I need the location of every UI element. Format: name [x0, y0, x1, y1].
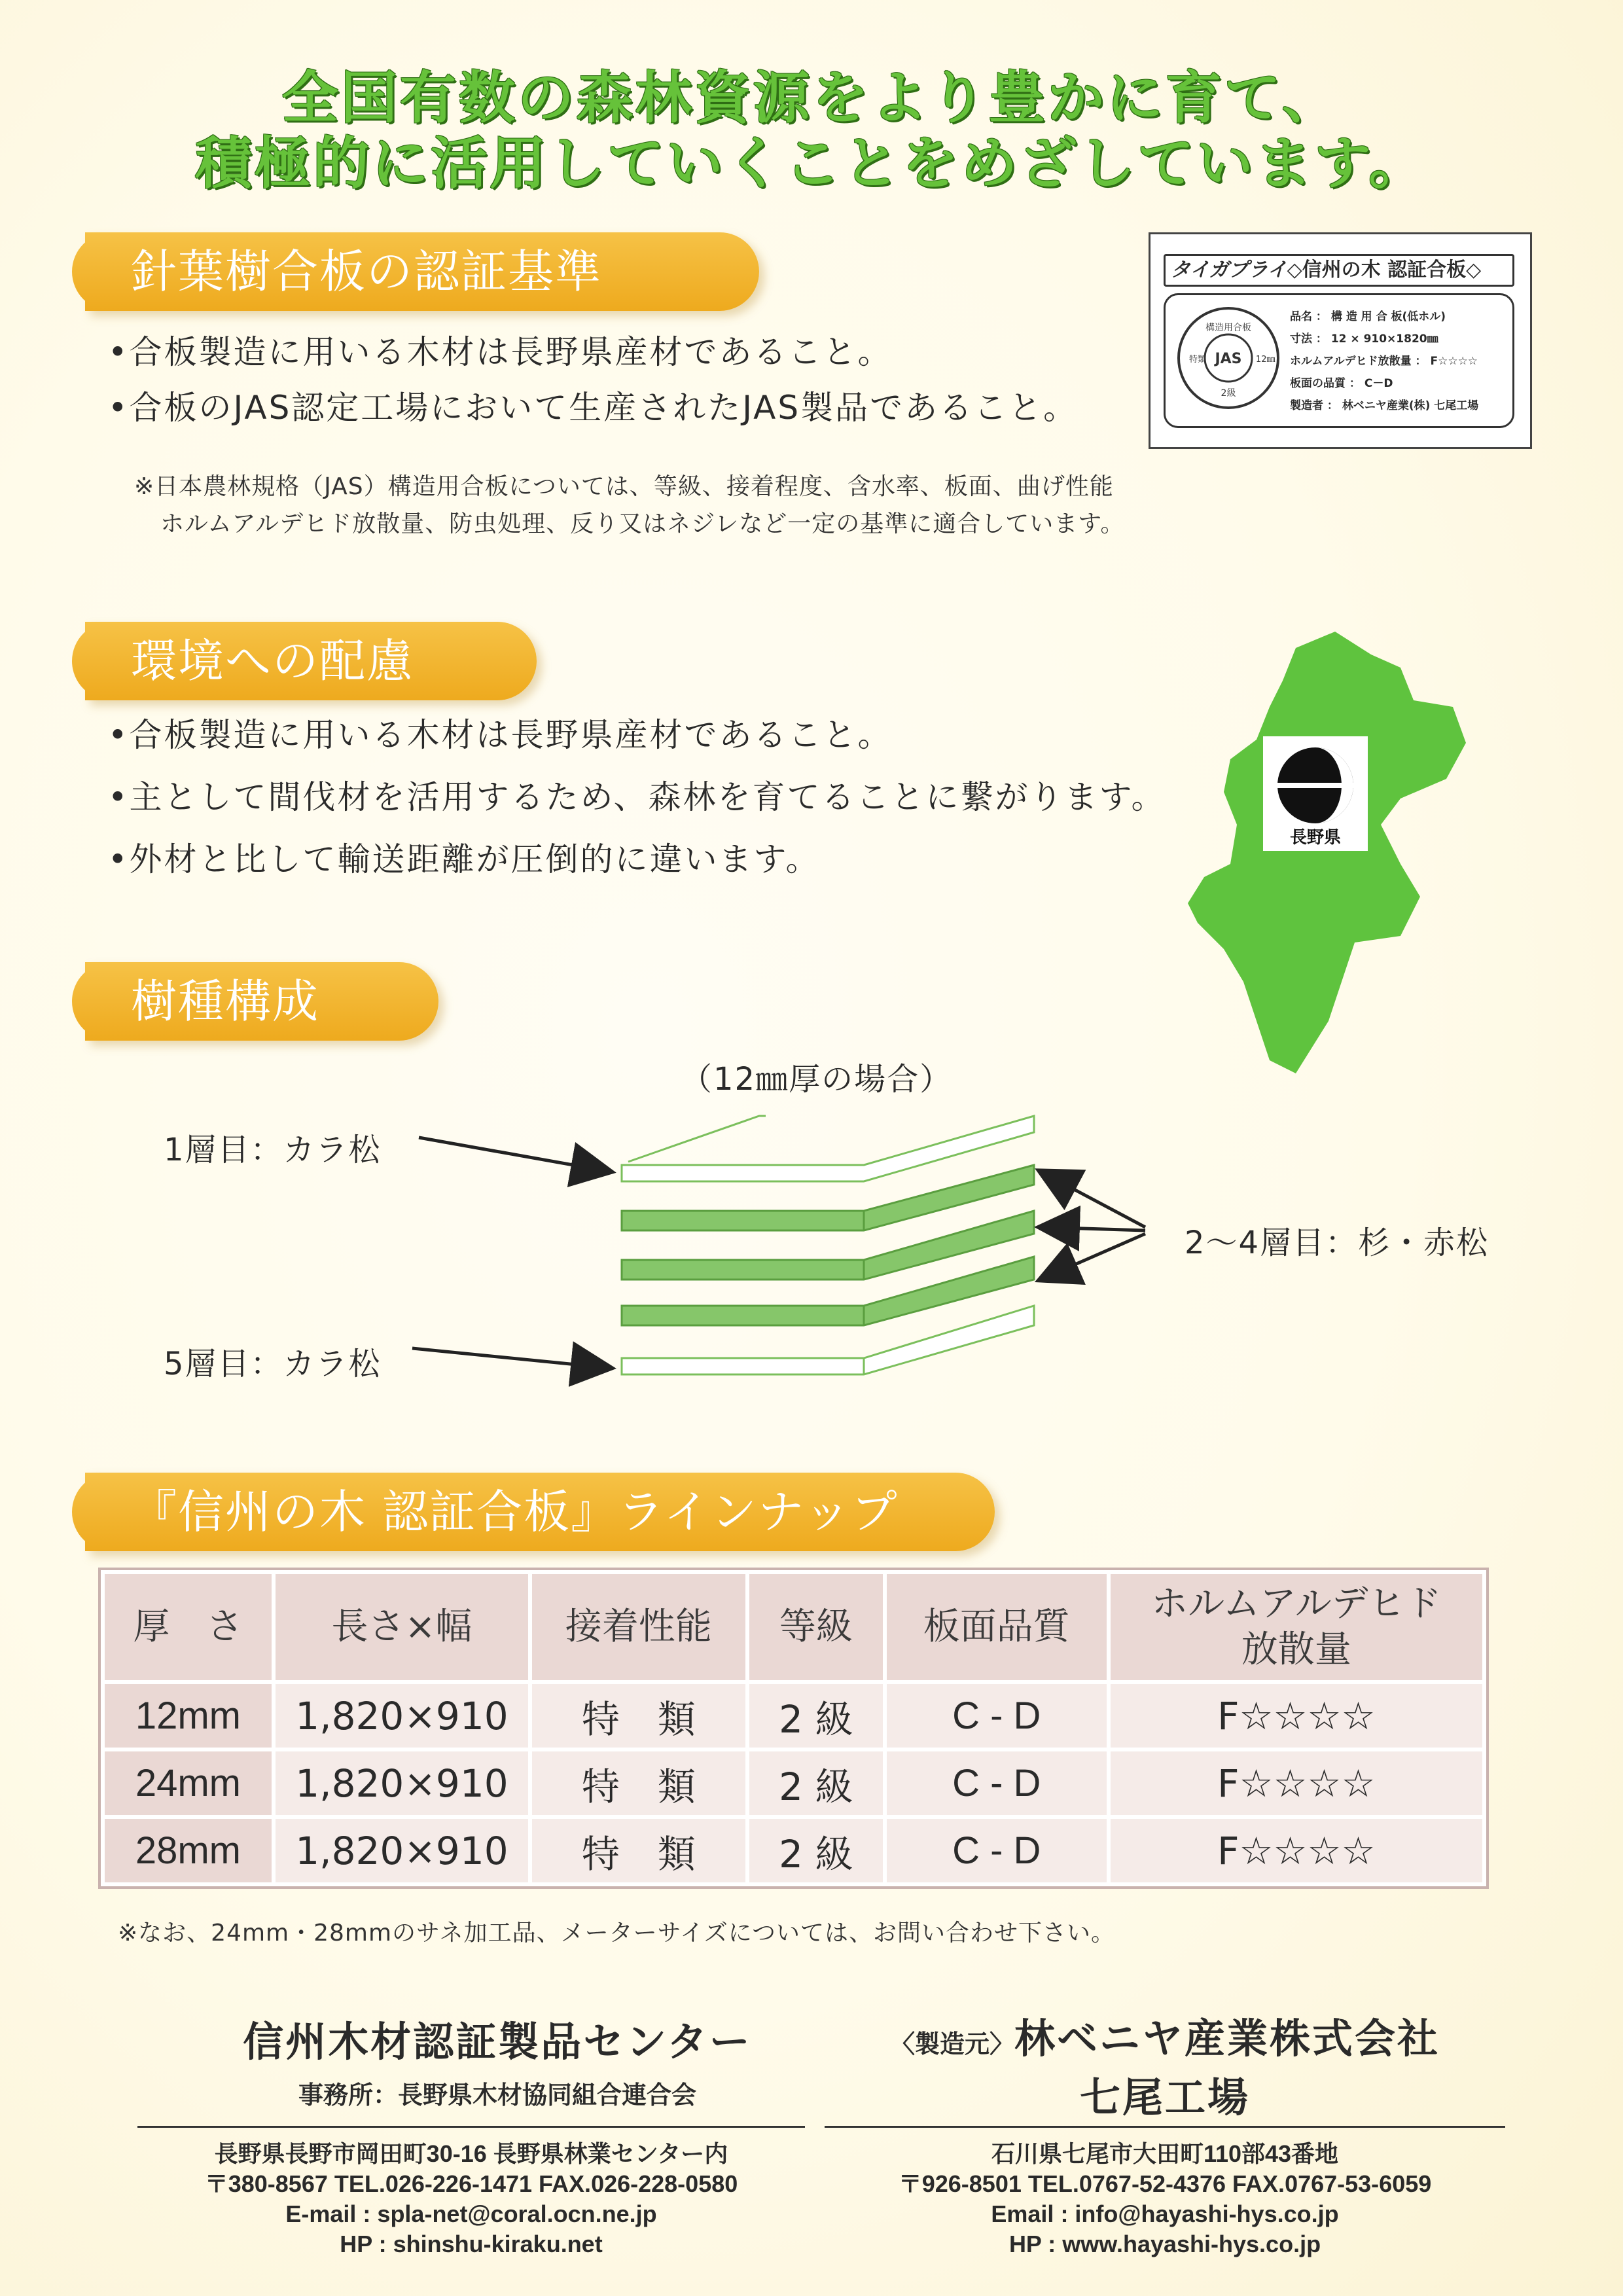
headline-line1: 全国有数の森林資源をより豊かに育て、 — [281, 65, 1342, 131]
address-line: 長野県長野市岡田町30-16 長野県林業センター内 — [214, 2140, 728, 2167]
section-title-lineup — [85, 1473, 995, 1551]
plywood-layer-diagram — [393, 1106, 1191, 1420]
cell-thickness: 28mm — [105, 1819, 272, 1882]
table-row — [105, 1751, 1482, 1815]
divider-right — [825, 2126, 1505, 2128]
hp-line: HP : shinshu-kiraku.net — [340, 2231, 603, 2257]
cell-surface: C - D — [887, 1751, 1107, 1815]
header-thickness: 厚 さ — [105, 1574, 272, 1680]
org-name-left: 信州木材認証製品センター — [243, 2018, 752, 2066]
cell-surface: C - D — [887, 1819, 1107, 1882]
address-right — [825, 2139, 1505, 2259]
label-row: 品名 ： 構 造 用 合 板(低ホル) — [1290, 310, 1446, 323]
cell-grade: 2 級 — [749, 1819, 883, 1882]
header-grade: 等級 — [749, 1574, 883, 1680]
label-rows — [1290, 306, 1478, 417]
label-row: 板面の品質 ： C－D — [1290, 377, 1393, 390]
address-line: 石川県七尾市大田町110部43番地 — [991, 2140, 1339, 2167]
section-title-text: 環境への配慮 — [131, 634, 414, 688]
seal-left: 特類 — [1189, 355, 1207, 365]
header-adhesion: 接着性能 — [532, 1574, 745, 1680]
table-row — [105, 1819, 1482, 1882]
factory-name: 七尾工場 — [1079, 2073, 1250, 2121]
header-formaldehyde-line2: 放散量 — [1241, 1628, 1351, 1671]
label-title-box — [1164, 254, 1514, 287]
org-name-right: 林ベニヤ産業株式会社 — [1014, 2015, 1440, 2062]
label-row: 製造者 ： 林ベニヤ産業(株) 七尾工場 — [1290, 399, 1479, 412]
section-title-wood-species — [85, 962, 438, 1041]
cell-thickness: 24mm — [105, 1751, 272, 1815]
environment-bullet-3: •外材と比して輸送距離が圧倒的に違います。 — [108, 840, 821, 878]
manufacturer-prefix: 〈製造元〉 — [889, 2030, 1014, 2058]
header-formaldehyde-line1: ホルムアルデヒド — [1151, 1583, 1442, 1625]
lineup-table — [98, 1568, 1489, 1889]
layer2-4-label: 2～4層目：杉・赤松 — [1185, 1225, 1489, 1261]
jas-seal-icon — [1175, 304, 1283, 412]
cell-formaldehyde: F☆☆☆☆ — [1111, 1751, 1482, 1815]
cell-thickness: 12mm — [105, 1684, 272, 1748]
lineup-note: ※なお、24mm・28mmのサネ加工品、メーターサイズについては、お問い合わせ下さい。 — [118, 1920, 1116, 1946]
criteria-bullet-1: •合板製造に用いる木材は長野県産材であること。 — [108, 333, 893, 371]
layer1-label: 1層目：カラ松 — [164, 1132, 382, 1168]
layer5-label: 5層目：カラ松 — [164, 1346, 382, 1382]
nagano-map-icon — [1185, 628, 1472, 1080]
seal-bottom: 2級 — [1221, 388, 1236, 399]
cell-size: 1,820×910 — [276, 1684, 528, 1748]
section-title-text: 『信州の木 認証合板』ラインナップ — [131, 1485, 899, 1539]
section-title-environment — [85, 622, 537, 700]
plywood-caption: （12㎜厚の場合） — [681, 1061, 953, 1098]
cell-grade: 2 級 — [749, 1684, 883, 1748]
jas-note-line2: ホルムアルデヒド放散量、防虫処理、反り又はネジレなど一定の基準に適合しています。 — [160, 511, 1125, 537]
jas-note-line1: ※日本農林規格（JAS）構造用合板については、等級、接着程度、含水率、板面、曲げ性能 — [134, 473, 1114, 500]
table-header-row — [105, 1574, 1482, 1680]
cell-formaldehyde: F☆☆☆☆ — [1111, 1819, 1482, 1882]
plywood-layer-1 — [622, 1116, 1034, 1181]
cell-size: 1,820×910 — [276, 1819, 528, 1882]
cell-adhesion: 特 類 — [532, 1819, 745, 1882]
org-name-right-row — [818, 2006, 1512, 2064]
contact-line: 〒926-8501 TEL.0767-52-4376 FAX.0767-53-6059 — [898, 2170, 1432, 2197]
hp-line: HP : www.hayashi-hys.co.jp — [1008, 2231, 1321, 2257]
cell-adhesion: 特 類 — [532, 1684, 745, 1748]
criteria-bullet-2: •合板のJAS認定工場において生産されたJAS製品であること。 — [108, 389, 1079, 427]
cell-surface: C - D — [887, 1684, 1107, 1748]
org-office-left: 事務所：長野県木材協同組合連合会 — [298, 2081, 696, 2109]
section-title-certification-criteria — [85, 232, 759, 311]
label-row: ホルムアルデヒド放散量 ： F☆☆☆☆ — [1290, 355, 1478, 368]
headline-line2: 積極的に活用していくことをめざしています。 — [195, 131, 1428, 196]
cell-size: 1,820×910 — [276, 1751, 528, 1815]
label-title: ◇信州の木 認証合板◇ — [1287, 259, 1482, 281]
header-surface: 板面品質 — [887, 1574, 1107, 1680]
certification-label — [1149, 232, 1532, 449]
email-line: E-mail : spla-net@coral.ocn.ne.jp — [285, 2200, 657, 2227]
seal-right: 12㎜ — [1256, 355, 1275, 365]
environment-bullet-1: •合板製造に用いる木材は長野県産材であること。 — [108, 716, 893, 754]
label-inner-box — [1164, 293, 1514, 428]
cell-adhesion: 特 類 — [532, 1751, 745, 1815]
environment-bullet-2: •主として間伐材を活用するため、森林を育てることに繋がります。 — [108, 778, 1166, 816]
email-line: Email : info@hayashi-hys.co.jp — [991, 2200, 1339, 2227]
table-row — [105, 1684, 1482, 1748]
header-formaldehyde — [1111, 1574, 1482, 1680]
seal-center: JAS — [1215, 351, 1242, 367]
map-label: 長野県 — [1289, 828, 1342, 848]
cell-grade: 2 級 — [749, 1751, 883, 1815]
section-title-text: 針葉樹合板の認証基準 — [131, 245, 602, 298]
label-row: 寸法 ： 12 × 910×1820㎜ — [1290, 332, 1438, 346]
seal-top: 構造用合板 — [1205, 323, 1251, 333]
cell-formaldehyde: F☆☆☆☆ — [1111, 1684, 1482, 1748]
divider-left — [137, 2126, 805, 2128]
label-brand: タイガプライ — [1171, 259, 1287, 281]
section-title-text: 樹種構成 — [131, 975, 319, 1028]
header-size: 長さ×幅 — [276, 1574, 528, 1680]
address-left — [137, 2139, 805, 2259]
contact-line: 〒380-8567 TEL.026-226-1471 FAX.026-228-0580 — [204, 2170, 738, 2197]
